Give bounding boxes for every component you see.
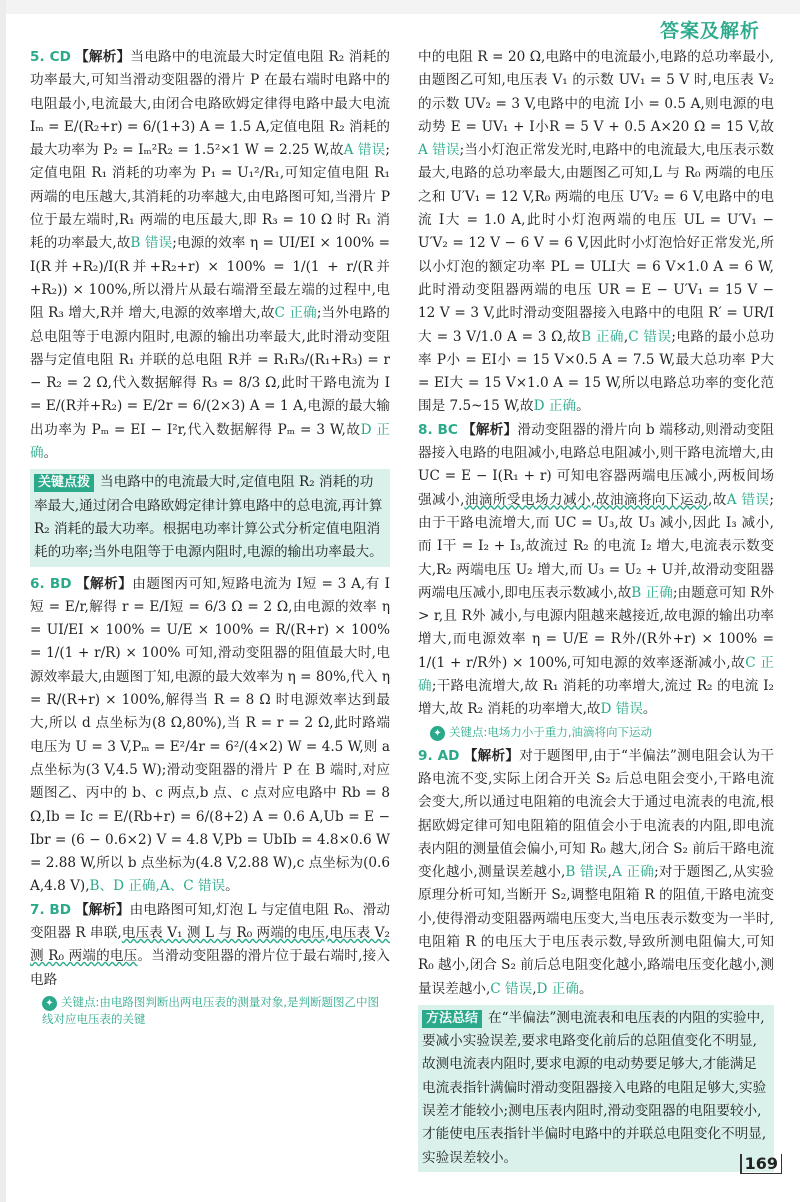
q5-text-1: 当电路中的电流最大时定值电阻 R₂ 消耗的功率最大,可知当滑动变阻器的滑片 P 在最右端时电路中的电阻最小,电流最大,由闭合电路欧姆定律得电路中最大电流 Iₘ = E/(R₂+r) = 6/(1+3) A = 1.5 A,定值电阻 R₂ 消耗的最大功率为 P₂ = Iₘ²R₂ = 1.5²×1 W = 2.25 W,故	[30, 49, 391, 159]
q7c-text-3: ;电路的最小总功率 P小 = EI小 = 15 V×0.5 A = 7.5 W,最大总功率 P大 = EI大 = 15 V×1.0 A = 15 W,所以电路总功率的变化范围是 7.5~15 W,故	[418, 328, 775, 415]
q5-end: 。	[43, 445, 58, 462]
q7c-verdict-b: B 正确	[581, 328, 624, 345]
q8-number: 8. BC	[418, 421, 458, 438]
q9-verdict-a: A 正确	[611, 864, 655, 881]
q9-tag: 【解析】	[463, 747, 520, 764]
q5-number: 5. CD	[30, 49, 71, 65]
q6-number: 6. BD	[30, 575, 72, 592]
q7-text-2: 。当滑动变阻器的滑片位于最右端时,接入电路	[30, 948, 391, 988]
q5-verdict-a: A 错误	[343, 142, 386, 159]
q7-answer	[30, 899, 390, 992]
q7-note-text: 关键点:由电路图判断出两电压表的测量对象,是判断题图乙中图线对应电压表的关键	[42, 994, 380, 1026]
key-point-label: 关键点拨	[34, 474, 94, 492]
q8-verdict-a: A 错误	[726, 491, 770, 508]
header-title: 答案及解析	[659, 20, 760, 42]
key-point-text: 当电路中的电流最大时,定值电阻 R₂ 消耗的功率最大,通过闭合电路欧姆定律计算电路中的总电流,再计算 R₂ 消耗的最大功率。根据电功率计算公式分析定值电阻消耗的功率;当外电阻等于电源内阻时,电源的输出功率最大。	[34, 474, 383, 561]
page-top-strip	[0, 0, 800, 14]
q9-comma-2: ,	[532, 980, 537, 997]
q6-text: 由题图丙可知,短路电流为 I短 = 3 A,有 I短 = E/r,解得 r = E/I短 = 6/3 Ω = 2 Ω,由电源的效率 η = UI/EI × 100% = U/E × 100% = R/(R+r) × 100% = 1/(1 + r/R) × 100% 可知,滑动变阻器的阻值最大时,电源效率最大,由题图丁知,电源的最大效率为 η = 80%,代入 η = R/(R+r) × 100%,解得当 R = 8 Ω 时电源效率达到最大,所以 d 点坐标为(8 Ω,80%),当 R = r = 2 Ω,此时路端电压为 U = 3 V,Pₘ = E²/4r = 6²/(4×2) W = 4.5 W,则 a 点坐标为(3 V,4.5 W);滑动变阻器的滑片 P 在 B 端时,对应题图乙、丙中的 b、c 两点,b 点、c 点对应电路中 Rb = 8 Ω,Ib = Ic = E/(Rb+r) = 6/(8+2) A = 0.6 A,Ub = E − Ibr = (6 − 0.6×2) V = 4.8 V,Pb = UbIb = 4.8×0.6 W = 2.88 W,所以 b 点坐标为(4.8 V,2.88 W),c 点坐标为(0.6 A,4.8 V),	[30, 575, 391, 895]
q8-note-text: 关键点:电场力小于重力,油滴将向下运动	[449, 724, 653, 739]
q9-answer	[418, 745, 774, 1001]
page-number: 169	[740, 1154, 782, 1174]
q8-text-5: ;干路电流增大,故 R₁ 消耗的功率增大,流过 R₂ 的电流 I₂ 增大,故 R₂ 消耗的功率增大,故	[418, 678, 775, 718]
key-icon: ✦	[42, 996, 57, 1011]
q9-end: 。	[578, 980, 593, 997]
q5-verdict-c: C 正确	[274, 305, 317, 322]
q5-verdict-d: D 正确	[30, 421, 390, 462]
q7c-text-2: ;当小灯泡正常发光时,电路中的电流最大,电压表示数最大,电路的总功率最大,由题图乙可知,L 与 R₀ 两端的电压之和 U′V₁ = 12 V,R₀ 两端的电压 U′V₂ = 6 V,电路中的电流 I大 = 1.0 A,此时小灯泡两端的电压 UL = U′V₁ − U′V₂ = 12 V − 6 V = 6 V,因此时小灯泡恰好正常发光,所以小灯泡的额定功率 PL = ULI大 = 6 V×1.0 A = 6 W,此时滑动变阻器两端的电压 UR = E − U′V₁ = 15 V − 12 V = 3 V,此时滑动变阻器接入电路中的电阻 R′ = UR/I大 = 3 V/1.0 A = 3 Ω,故	[418, 142, 774, 345]
q9-comma-1: ,	[607, 864, 612, 881]
page-left-edge	[0, 0, 6, 1202]
q7c-verdict-d: D 正确	[533, 398, 577, 415]
method-summary-box	[418, 1005, 774, 1172]
q7c-verdict-a: A 错误	[418, 142, 460, 159]
q7-number: 7. BD	[30, 901, 72, 918]
q8-verdict-d: D 错误	[600, 701, 643, 718]
q7-tag: 【解析】	[75, 901, 130, 918]
q7-continued	[418, 46, 774, 419]
q9-verdict-b: B 错误	[565, 864, 608, 881]
q8-note	[418, 724, 774, 741]
q9-text-1: 对于题图甲,由于“半偏法”测电阻会认为干路电流不变,实际上闭合开关 S₂ 后总电阻会变小,干路电流会变大,所以通过电阻箱的电流会大于通过电流表的电流,根据欧姆定律可知电阻箱的阻值会小于电流表的内阻,即电流表内阻的测量值会偏小,可知 R₀ 越大,闭合 S₂ 前后干路电流变化越小,测量误差越小,	[418, 747, 774, 881]
q7-underlined: 电压表 V₁ 测 L 与 R₀ 两端的电压,电压表 V₂ 测 R₀ 两端的电压	[30, 924, 391, 965]
q7c-verdict-c: C 错误	[628, 328, 672, 345]
q5-answer	[30, 46, 390, 465]
q8-text-3: ;由于干路电流增大,而 UC = U₃,故 U₃ 减小,因此 I₃ 减小,而 I干 = I₂ + I₃,故流过 R₂ 的电流 I₂ 增大,电流表示数变大,R₂ 两端电压 U₂ 增大,而 U₃ = U₂ + U并,故滑动变阻器两端电压减小,即电压表示数减小,故	[418, 491, 775, 601]
q8-end: 。	[642, 701, 657, 718]
right-column	[418, 46, 774, 1178]
q5-text-3: ;电源的效率 η = UI/EI × 100% = I(R并+R₂)/I(R并+R₂+r) × 100% = 1/(1 + r/(R并+R₂)) × 100%,所以滑片从最右端滑至最左端的过程中,电阻 R₃ 增大,R并 增大,电源的效率增大,故	[30, 235, 391, 322]
q9-verdict-d: D 正确	[536, 980, 579, 997]
q5-text-4: ;当外电路的总电阻等于电源内阻时,电源的输出功率最大,此时滑动变阻器与定值电阻 R₁ 并联的总电阻 R并 = R₁R₃/(R₁+R₃) = r − R₂ = 2 Ω,代入数据解得 R₃ = 8/3 Ω,此时干路电流为 I = E/(R并+R₂) = E/2r = 6/(2×3) A = 1 A,电源的最大输出功率为 Pₘ = EI − I²r,代入数据解得 Pₘ = 3 W,故	[30, 305, 390, 438]
q9-text-2: ;对于题图乙,从实验原理分析可知,当断开 S₂,调整电阻箱 R 的阻值,干路电流变小,使得滑动变阻器两端电压变大,当电压表示数变为一半时,电阻箱 R 的电压大于电压表示数,导致所测电阻偏大,可知 R₀ 越小,闭合 S₂ 前后总电阻变化越小,路端电压变化越小,测量误差越小,	[418, 864, 774, 997]
key-point-box	[30, 469, 390, 566]
q5-text-2: ;定值电阻 R₁ 消耗的功率为 P₁ = U₁²/R₁,可知定值电阻 R₁ 两端的电压越大,其消耗的功率越大,由电路图可知,当滑片 P 位于最左端时,R₁ 两端的电压最大,即 R₃ = 10 Ω 时 R₁ 消耗的功率最大,故	[30, 142, 390, 252]
method-summary-text: 在“半偏法”测电流表和电压表的内阻的实验中,要减小实验误差,要求电路变化前后的总阻值变化不明显,故测电流表内阻时,要求电源的电动势要足够大,才能满足电流表指针满偏时滑动变阻器接入电路的电阻足够大,实验误差才能较小;测电压表内阻时,滑动变阻器的电阻要较小,才能使电压表指针半偏时电路中的并联总电阻变化不明显,实验误差较小。	[422, 1009, 767, 1166]
method-summary-label: 方法总结	[422, 1010, 482, 1028]
q7c-text-1: 中的电阻 R = 20 Ω,电路中的电流最小,电路的总功率最小,由题图乙可知,电压表 V₁ 的示数 UV₁ = 5 V 时,电压表 V₂ 的示数 UV₂ = 3 V,电路中的电流 I小 = 0.5 A,则电源的电动势 E = UV₁ + I小R = 5 V + 0.5 A×20 Ω = 15 V,故	[418, 49, 774, 135]
q8-text-1: 滑动变阻器的滑片向 b 端移动,则滑动变阻器接入电路的电阻减小,电路总电阻减小,则干路电流增大,由 UC = E − I(R₁ + r) 可知电容器两端电压减小,两板间场强减小,	[418, 421, 774, 508]
q6-answer	[30, 573, 390, 899]
q8-verdict-b: B 正确	[631, 584, 673, 601]
q8-text-2: ,故	[708, 491, 727, 508]
q7c-end: 。	[576, 398, 590, 415]
q9-number: 9. AD	[418, 747, 460, 764]
q6-end: 。	[225, 878, 239, 895]
key-icon: ✦	[430, 726, 445, 741]
q5-tag: 【解析】	[74, 49, 131, 65]
left-column	[30, 46, 390, 1031]
q8-verdict-c: C 正确	[418, 654, 774, 695]
q7-note	[30, 994, 390, 1027]
q6-verdict: B、D 正确,A、C 错误	[89, 878, 226, 895]
q6-tag: 【解析】	[75, 575, 133, 592]
q8-text-4: ;由题意可知 R外 > r,且 R外 减小,与电源内阻越来越接近,故电源的输出功率增大,而电源效率 η = U/E = R外/(R外+r) × 100% = 1/(1 + r/R外) × 100%,可知电源的效率逐渐减小,故	[418, 584, 774, 671]
q8-tag: 【解析】	[461, 421, 518, 438]
q7c-comma: ,	[623, 328, 629, 345]
q5-verdict-b: B 错误	[130, 235, 173, 252]
q7-text-1: 由电路图可知,灯泡 L 与定值电阻 R₀、滑动变阻器 R 串联,	[30, 901, 390, 941]
q8-underlined: 油滴所受电场力减小,故油滴将向下运动	[464, 491, 709, 508]
q9-verdict-c: C 错误	[490, 980, 533, 997]
q8-answer	[418, 419, 774, 722]
